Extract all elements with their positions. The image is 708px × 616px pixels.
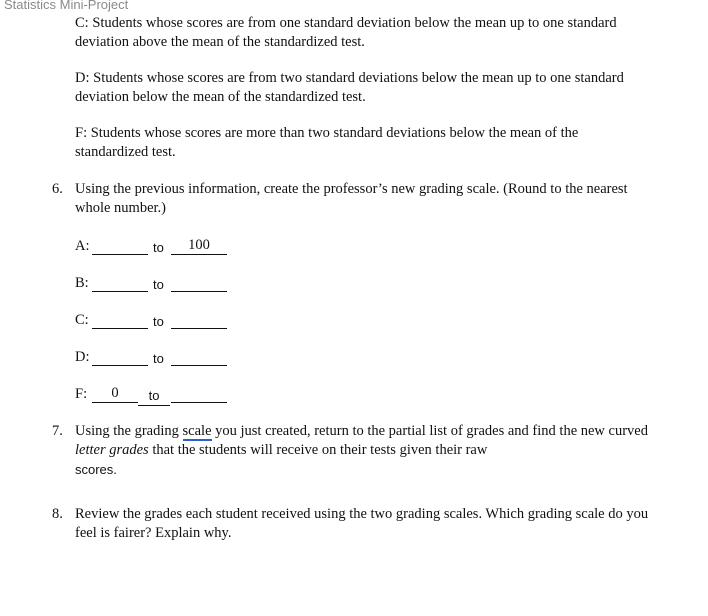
category-d-text: Students whose scores are from two standard deviations below the mean up to one standard deviation below the mean of the standardized test. <box>75 70 624 105</box>
grade-f-high-blank[interactable] <box>171 385 227 403</box>
grade-d-high-blank[interactable] <box>171 348 227 366</box>
question-6-text: Using the previous information, create the professor’s new grading scale. (Round to the nearest whole number.) <box>75 181 628 216</box>
grade-d-label: D: <box>75 349 90 365</box>
grade-f-label: F: <box>75 386 88 402</box>
question-7-text-part1: Using the grading <box>75 423 183 439</box>
question-7-number: 7. <box>52 423 63 439</box>
grade-f-low-blank[interactable]: 0 <box>92 385 138 403</box>
page-header-title: Statistics Mini-Project <box>4 0 129 12</box>
question-7-text <box>75 422 655 479</box>
question-6-number: 6. <box>52 181 63 197</box>
grade-d-to: to <box>153 351 164 366</box>
question-7-letter-grades: letter grades <box>75 442 149 458</box>
question-7-text-part6: scores. <box>75 462 117 477</box>
grade-a-to: to <box>153 240 164 255</box>
question-7-text-part3: you just created, return to the partial list of grades and find the new curved <box>211 423 648 439</box>
category-c-text: Students whose scores are from one standard deviation below the mean up to one standard deviation above the mean of the standardized test. <box>75 15 617 50</box>
category-d-letter: D: <box>75 70 90 86</box>
grade-b-label: B: <box>75 275 89 291</box>
grade-a-low-blank[interactable] <box>92 237 148 255</box>
category-d-definition <box>75 69 655 107</box>
question-7-text-part5: that the students will receive on their tests given their raw <box>148 442 488 458</box>
grade-c-label: C: <box>75 312 89 328</box>
grade-c-to: to <box>153 314 164 329</box>
category-f-definition <box>75 124 655 162</box>
category-f-text: Students whose scores are more than two standard deviations below the mean of the standardized test. <box>75 125 579 160</box>
grade-b-to: to <box>153 277 164 292</box>
question-8-number: 8. <box>52 506 63 522</box>
grade-b-high-blank[interactable] <box>171 274 227 292</box>
question-7-spellcheck-word[interactable]: scale <box>182 423 212 439</box>
grade-a-high-blank[interactable]: 100 <box>171 237 227 255</box>
question-8-text: Review the grades each student received using the two grading scales. Which grading scale do you feel is fairer? Explain why. <box>75 506 649 541</box>
grade-a-label: A: <box>75 238 90 254</box>
category-f-letter: F: <box>75 125 88 141</box>
grade-c-low-blank[interactable] <box>92 311 148 329</box>
category-c-definition <box>75 14 655 52</box>
grade-d-low-blank[interactable] <box>92 348 148 366</box>
grade-f-to: to <box>138 386 170 406</box>
grade-b-low-blank[interactable] <box>92 274 148 292</box>
grade-c-high-blank[interactable] <box>171 311 227 329</box>
category-c-letter: C: <box>75 15 89 31</box>
